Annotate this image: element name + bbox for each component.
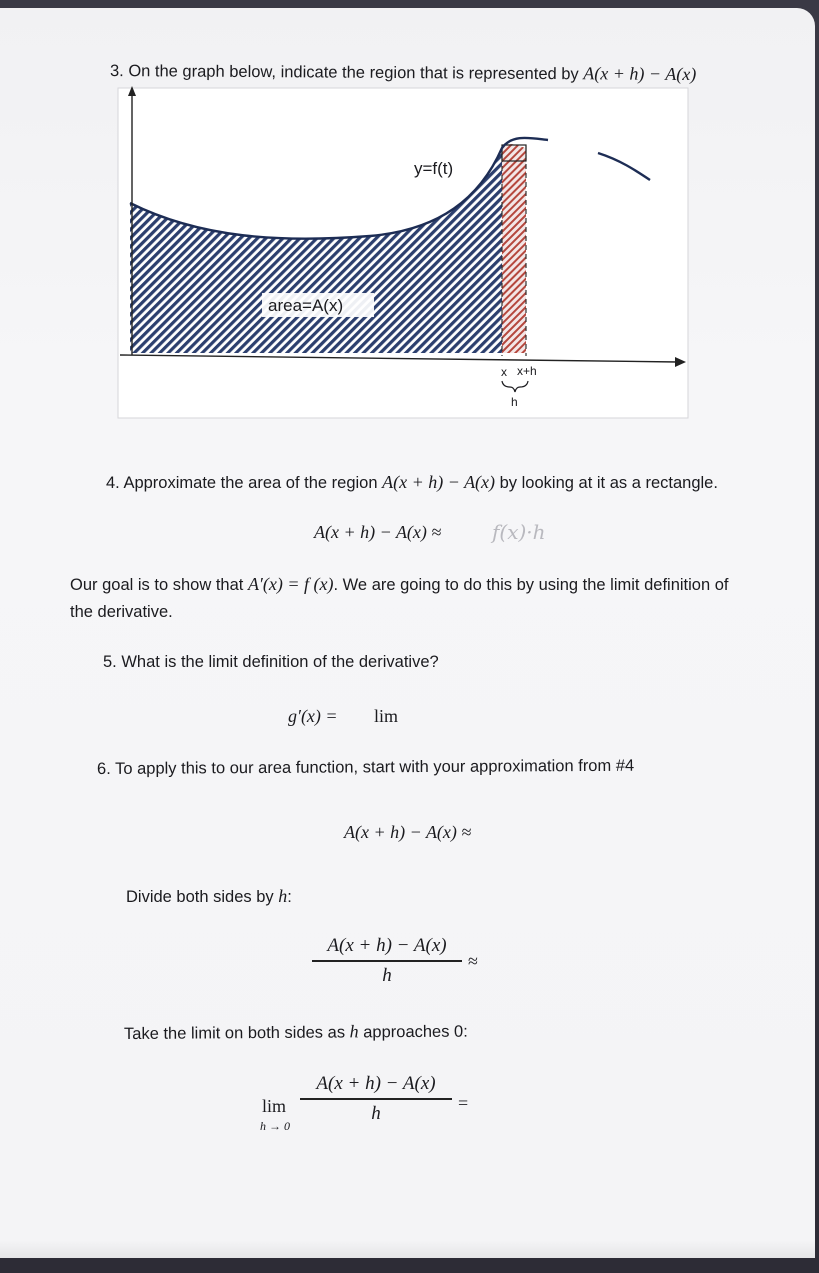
fraction-numerator: A(x + h) − A(x) — [327, 935, 447, 956]
divide-text: Divide both sides by — [126, 888, 279, 906]
question-5-text: What is the limit definition of the derivative? — [121, 653, 439, 671]
limit-subscript: h → 0 — [260, 1119, 290, 1133]
goal-text-b: . We are going to do this by using the limit definition of — [333, 576, 729, 594]
limit-variable: h — [349, 1021, 359, 1042]
limit-fraction — [300, 1073, 452, 1125]
curve-label: y=f(t) — [414, 159, 454, 178]
fraction-denominator: h — [382, 964, 392, 986]
question-6 — [97, 757, 634, 779]
goal-expression: A′(x) = f (x) — [247, 574, 334, 594]
question-6-number: 6. — [96, 759, 111, 778]
question-5-number: 5. — [103, 653, 117, 671]
question-4-text: Approximate the area of the region — [123, 474, 383, 492]
question-5-lhs: g′(x) = — [288, 706, 338, 726]
question-3-number: 3. — [109, 62, 124, 81]
divide-variable: h — [278, 886, 288, 906]
limit-fraction-numerator: A(x + h) − A(x) — [316, 1073, 436, 1094]
limit-fraction-denominator: h — [371, 1102, 381, 1124]
goal-text-a: Our goal is to show that — [70, 576, 248, 594]
limit-suffix: approaches 0: — [358, 1022, 468, 1042]
divided-fraction — [312, 935, 462, 987]
question-4-number: 4. — [106, 474, 120, 492]
worksheet-page — [0, 8, 815, 1258]
question-6-text: To apply this to our area function, start with your approximation from #4 — [115, 756, 635, 778]
page-shadow — [0, 1240, 815, 1258]
divide-instruction — [126, 886, 292, 907]
limit-operator: lim — [262, 1096, 287, 1116]
question-3-text: On the graph below, indicate the region that is represented by — [128, 62, 584, 84]
limit-instruction — [124, 1021, 468, 1044]
question-4-text-after: by looking at it as a rectangle. — [495, 474, 718, 492]
question-5 — [103, 653, 439, 672]
question-4-expression: A(x + h) − A(x) — [382, 472, 496, 492]
goal-line-2: the derivative. — [70, 603, 173, 621]
limit-fraction-bar — [300, 1098, 452, 1100]
limit-equals-sign: = — [458, 1093, 469, 1113]
area-label: area=A(x) — [268, 296, 344, 315]
strip-region — [502, 144, 526, 353]
question-3-expression: A(x + h) − A(x) — [583, 63, 697, 85]
question-4-handwritten-answer: f(x)·h — [492, 520, 546, 544]
question-5-lim: lim — [374, 706, 399, 726]
area-function-graph — [110, 78, 710, 448]
divide-suffix: : — [287, 888, 292, 906]
tick-label-x: x — [501, 365, 507, 379]
limit-text: Take the limit on both sides as — [123, 1023, 350, 1043]
fraction-bar — [312, 960, 462, 962]
question-6-equation: A(x + h) − A(x) ≈ — [344, 822, 472, 842]
question-4-equation: A(x + h) − A(x) ≈ — [314, 522, 442, 542]
goal-line-1 — [70, 574, 729, 595]
divided-approx-sign: ≈ — [468, 951, 478, 971]
tick-label-x-plus-h: x+h — [517, 364, 537, 378]
brace-label-h: h — [511, 395, 518, 409]
question-4 — [106, 472, 718, 493]
